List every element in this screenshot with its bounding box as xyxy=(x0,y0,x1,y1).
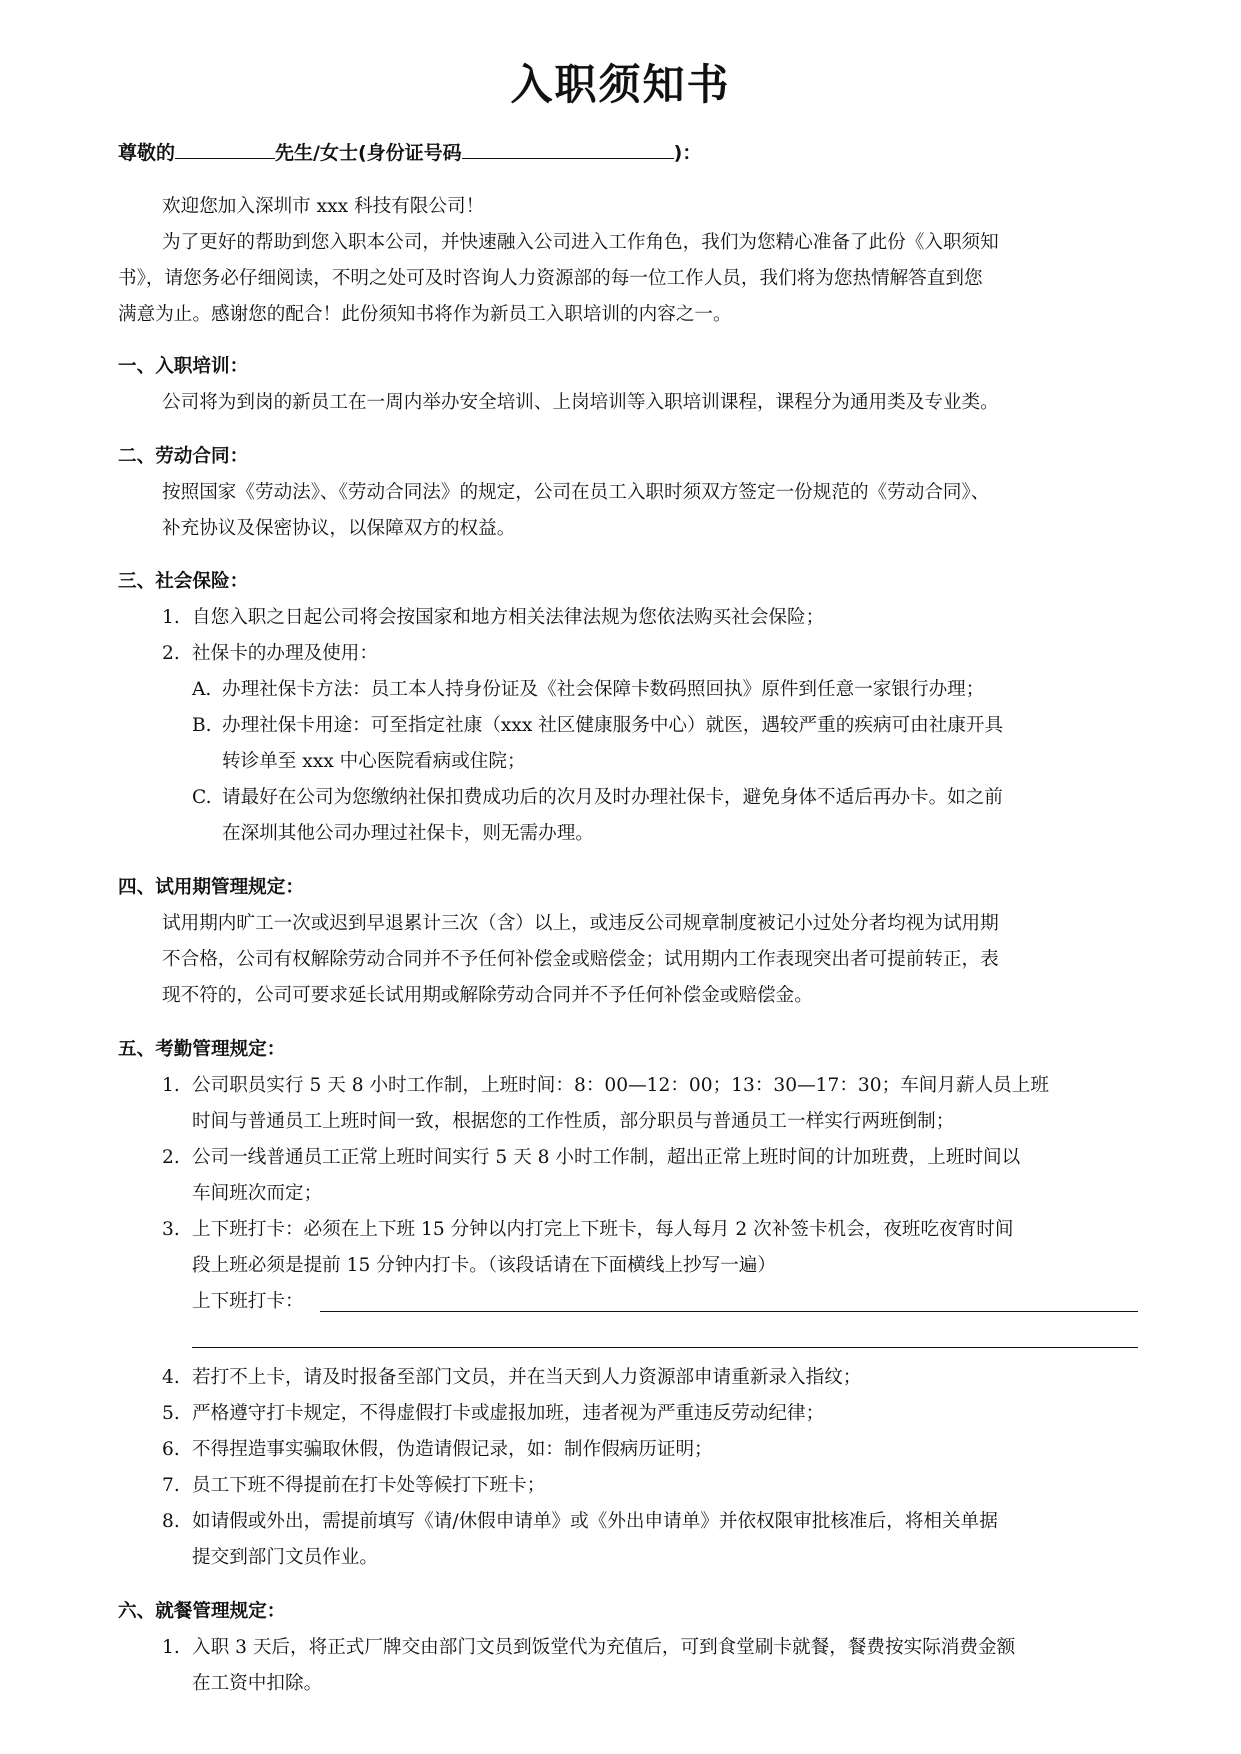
copy-line-1[interactable] xyxy=(320,1311,1138,1312)
list-number: 7. xyxy=(162,1475,180,1496)
welcome-text: 欢迎您加入深圳市 xxx 科技有限公司！ xyxy=(162,196,485,217)
section-3-sub-c-line-2: 在深圳其他公司办理过社保卡，则无需办理。 xyxy=(222,823,594,844)
section-4-line-3: 现不符的，公司可要求延长试用期或解除劳动合同并不予任何补偿金或赔偿金。 xyxy=(162,985,813,1006)
section-5-item-2-line-1: 公司一线普通员工正常上班时间实行 5 天 8 小时工作制，超出正常上班时间的计加班费，上班时间以 xyxy=(192,1147,1021,1168)
section-3-sub-a: 办理社保卡方法：员工本人持身份证及《社会保障卡数码照回执》原件到任意一家银行办理； xyxy=(222,679,985,700)
salutation-suffix: )： xyxy=(673,142,702,164)
section-5-item-8-line-2: 提交到部门文员作业。 xyxy=(192,1547,378,1568)
section-5-heading: 五、考勤管理规定： xyxy=(118,1039,286,1060)
list-number: 3. xyxy=(162,1219,180,1240)
section-5-item-6: 不得捏造事实骗取休假，伪造请假记录，如：制作假病历证明； xyxy=(192,1439,713,1460)
section-4-heading: 四、试用期管理规定： xyxy=(118,877,304,898)
section-5-item-5: 严格遵守打卡规定，不得虚假打卡或虚报加班，违者视为严重违反劳动纪律； xyxy=(192,1403,825,1424)
section-5-item-1-line-2: 时间与普通员工上班时间一致，根据您的工作性质，部分职员与普通员工一样实行两班倒制； xyxy=(192,1111,955,1132)
section-4-line-2: 不合格，公司有权解除劳动合同并不予任何补偿金或赔偿金；试用期内工作表现突出者可提前转正，表 xyxy=(162,949,999,970)
section-5-item-2-line-2: 车间班次而定； xyxy=(192,1183,323,1204)
document-title: 入职须知书 xyxy=(510,60,731,109)
section-1-line-1: 公司将为到岗的新员工在一周内举办安全培训、上岗培训等入职培训课程，课程分为通用类及专业类。 xyxy=(162,392,999,413)
intro-line-2: 书》，请您务必仔细阅读，不明之处可及时咨询人力资源部的每一位工作人员，我们将为您热情解答直到您 xyxy=(118,268,983,289)
intro-line-3: 满意为止。感谢您的配合！此份须知书将作为新员工入职培训的内容之一。 xyxy=(118,304,732,325)
section-3-sub-c-line-1: 请最好在公司为您缴纳社保扣费成功后的次月及时办理社保卡，避免身体不适后再办卡。如之前 xyxy=(222,787,1003,808)
section-2-line-1: 按照国家《劳动法》、《劳动合同法》的规定，公司在员工入职时须双方签定一份规范的《劳动合同》、 xyxy=(162,482,990,503)
list-number: 1. xyxy=(162,1637,180,1658)
name-blank[interactable] xyxy=(175,140,275,159)
section-3-heading: 三、社会保险： xyxy=(118,571,249,592)
id-number-blank[interactable] xyxy=(462,140,674,159)
section-5-item-7: 员工下班不得提前在打卡处等候打下班卡； xyxy=(192,1475,546,1496)
section-5-item-3-line-1: 上下班打卡：必须在上下班 15 分钟以内打完上下班卡，每人每月 2 次补签卡机会，夜班吃夜宵时间 xyxy=(192,1219,1014,1240)
section-5-item-4: 若打不上卡，请及时报备至部门文员，并在当天到人力资源部申请重新录入指纹； xyxy=(192,1367,862,1388)
copy-field-label: 上下班打卡： xyxy=(192,1291,304,1312)
intro-line-1: 为了更好的帮助到您入职本公司，并快速融入公司进入工作角色，我们为您精心准备了此份《入职须知 xyxy=(162,232,999,253)
section-3-item-2: 社保卡的办理及使用： xyxy=(192,643,378,664)
salutation-line xyxy=(118,138,701,165)
list-number: 2. xyxy=(162,1147,180,1168)
list-number: 8. xyxy=(162,1511,180,1532)
section-4-line-1: 试用期内旷工一次或迟到早退累计三次（含）以上，或违反公司规章制度被记小过处分者均视为试用期 xyxy=(162,913,999,934)
list-number: 5. xyxy=(162,1403,180,1424)
section-6-heading: 六、就餐管理规定： xyxy=(118,1601,286,1622)
list-number: 2. xyxy=(162,643,180,664)
list-number: 6. xyxy=(162,1439,180,1460)
section-2-line-2: 补充协议及保密协议，以保障双方的权益。 xyxy=(162,518,516,539)
list-number: 1. xyxy=(162,1075,180,1096)
sub-letter: C. xyxy=(192,787,212,808)
section-5-item-3-line-2: 段上班必须是提前 15 分钟内打卡。（该段话请在下面横线上抄写一遍） xyxy=(192,1255,776,1276)
section-6-item-1-line-2: 在工资中扣除。 xyxy=(192,1673,323,1694)
section-5-item-8-line-1: 如请假或外出，需提前填写《请/休假申请单》或《外出申请单》并依权限审批核准后，将相关单据 xyxy=(192,1511,998,1532)
sub-letter: B. xyxy=(192,715,212,736)
section-3-sub-b-line-2: 转诊单至 xxx 中心医院看病或住院； xyxy=(222,751,526,772)
section-6-item-1-line-1: 入职 3 天后，将正式厂牌交由部门文员到饭堂代为充值后，可到食堂刷卡就餐，餐费按实际消费金额 xyxy=(192,1637,1016,1658)
section-1-heading: 一、入职培训： xyxy=(118,356,249,377)
sub-letter: A. xyxy=(192,679,212,700)
list-number: 4. xyxy=(162,1367,180,1388)
copy-line-2[interactable] xyxy=(192,1347,1138,1348)
salutation-prefix: 尊敬的 xyxy=(118,142,176,164)
list-number: 1. xyxy=(162,607,180,628)
section-5-item-1-line-1: 公司职员实行 5 天 8 小时工作制，上班时间：8：00—12：00；13：30—17：30；车间月薪人员上班 xyxy=(192,1075,1049,1096)
section-3-item-1: 自您入职之日起公司将会按国家和地方相关法律法规为您依法购买社会保险； xyxy=(192,607,825,628)
section-2-heading: 二、劳动合同： xyxy=(118,446,249,467)
salutation-mid: 先生/女士(身份证号码 xyxy=(275,142,462,164)
section-3-sub-b-line-1: 办理社保卡用途：可至指定社康（xxx 社区健康服务中心）就医，遇较严重的疾病可由社康开具 xyxy=(222,715,1004,736)
